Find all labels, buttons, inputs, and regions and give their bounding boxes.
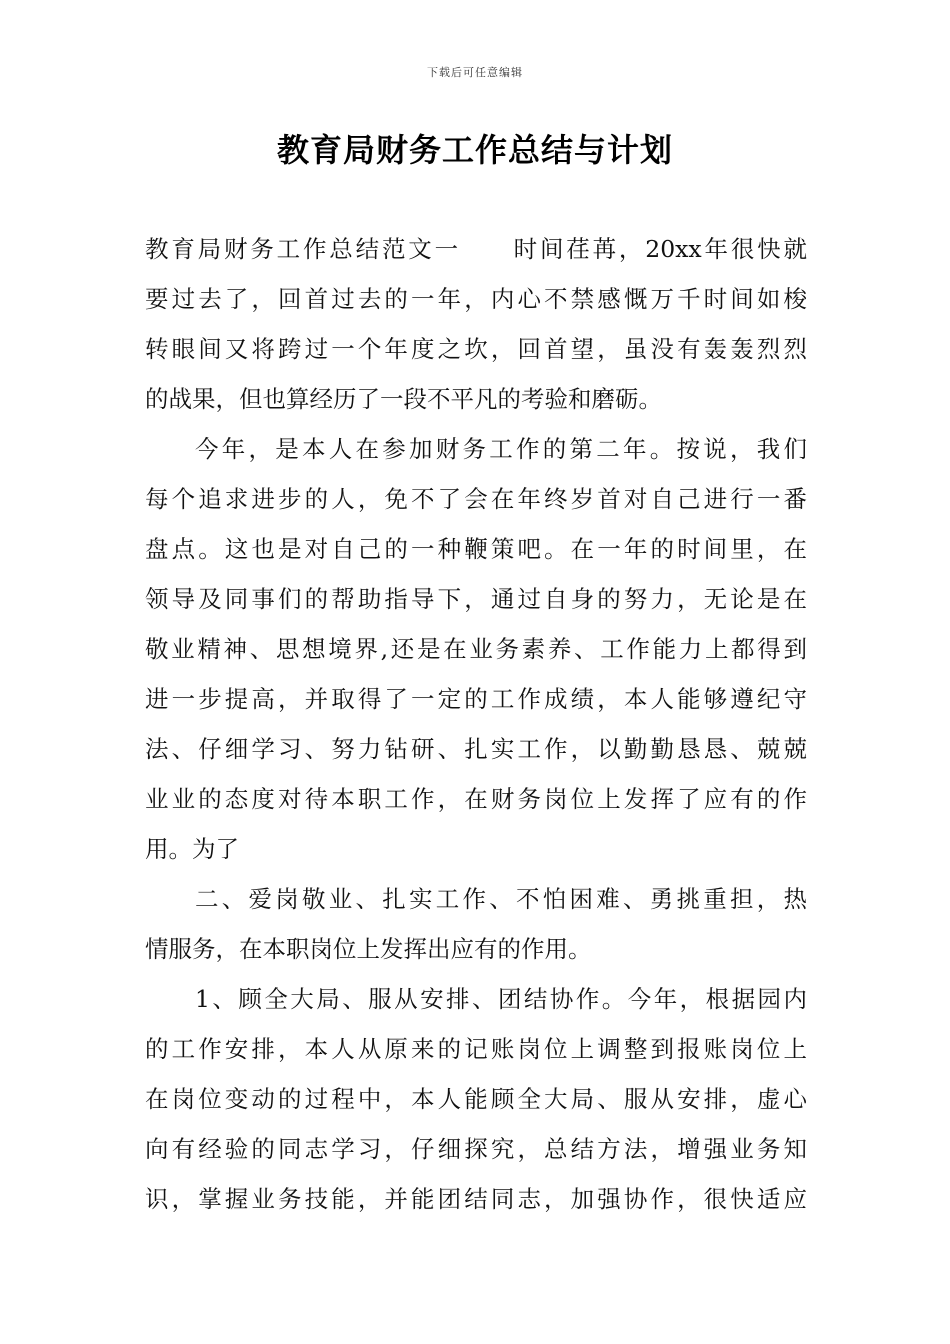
text-line: 用。为了 [145,835,239,863]
text-line: 要过去了，回首过去的一年，内心不禁感慨万千时间如梭 [145,285,807,313]
text-line: 敬业精神、思想境界,还是在业务素养、工作能力上都得到 [145,635,807,663]
text-line: 盘点。这也是对自己的一种鞭策吧。在一年的时间里，在 [145,535,807,563]
document-title: 教育局财务工作总结与计划 [276,131,673,169]
text-line: 二、爱岗敬业、扎实工作、不怕困难、勇挑重担，热 [195,885,807,913]
text-line: 业业的态度对待本职工作，在财务岗位上发挥了应有的作 [145,785,807,813]
text-line: 向有经验的同志学习，仔细探究，总结方法，增强业务知 [145,1135,807,1163]
text-line: 在岗位变动的过程中，本人能顾全大局、服从安排，虚心 [145,1085,807,1113]
text-line: 法、仔细学习、努力钻研、扎实工作，以勤勤恳恳、兢兢 [145,735,807,763]
text-line: 领导及同事们的帮助指导下，通过自身的努力，无论是在 [145,585,807,613]
text-line: 情服务，在本职岗位上发挥出应有的作用。 [145,935,592,963]
text-line: 教育局财务工作总结范文一 时间荏苒，20xx年很快就 [145,235,807,263]
text-line: 识，掌握业务技能，并能团结同志，加强协作，很快适应 [145,1185,807,1213]
text-line: 今年，是本人在参加财务工作的第二年。按说，我们 [195,435,807,463]
text-line: 1、顾全大局、服从安排、团结协作。今年，根据园内 [195,985,807,1013]
header-note: 下载后可任意编辑 [427,66,523,79]
text-line: 每个追求进步的人，免不了会在年终岁首对自己进行一番 [145,485,807,513]
document-body [145,224,807,1224]
text-line: 的战果，但也算经历了一段不平凡的考验和磨砺。 [145,385,662,413]
text-line: 进一步提高，并取得了一定的工作成绩，本人能够遵纪守 [145,685,807,713]
text-line: 的工作安排，本人从原来的记账岗位上调整到报账岗位上 [145,1035,807,1063]
text-line: 转眼间又将跨过一个年度之坎，回首望，虽没有轰轰烈烈 [145,335,807,363]
